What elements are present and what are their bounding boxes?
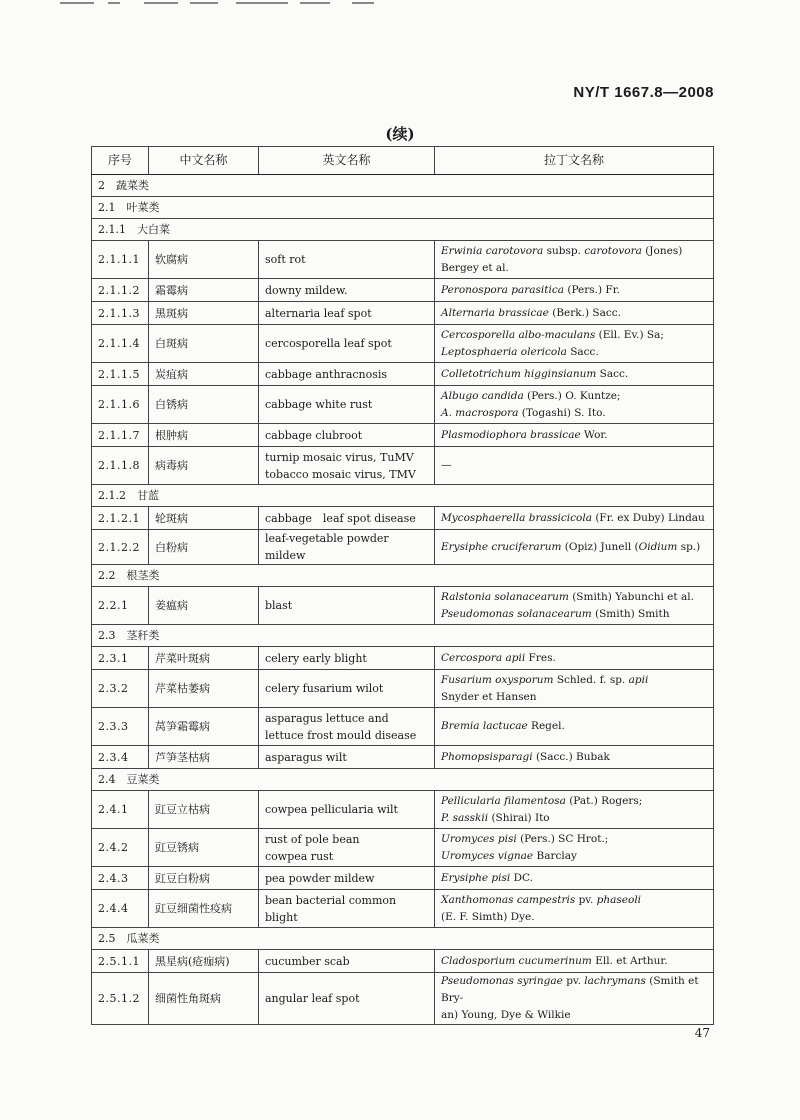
page-number: 47 [694,1026,710,1040]
latin-name-line [441,793,707,810]
latin-segment: (Fr. ex Duby) Lindau [591,511,705,524]
latin-italic-segment: carotovora [584,244,642,257]
latin-name [435,829,714,867]
row-number: 2.3.1 [92,647,149,670]
latin-segment: (Berk.) Sacc. [548,306,621,319]
latin-segment: (Opiz) Junell ( [561,540,639,553]
row-number: 2.1.1.4 [92,325,149,363]
latin-name [435,386,714,424]
latin-name-line [441,953,707,970]
row-number: 2.5.1.1 [92,950,149,973]
latin-segment: (Togashi) S. Ito. [518,406,606,419]
latin-name-line [441,810,707,827]
row-number: 2.1.1.7 [92,424,149,447]
chinese-name: 豇豆立枯病 [149,791,259,829]
chinese-name: 软腐病 [149,241,259,279]
english-name-line: cowpea rust [265,849,334,863]
latin-italic-segment: Ralstonia solanacearum [441,590,569,603]
english-name [259,867,435,890]
chinese-name: 轮斑病 [149,507,259,530]
section-title: 2.5 瓜菜类 [92,928,714,950]
latin-name [435,950,714,973]
latin-segment: (Shirai) Ito [488,811,550,824]
table-row [92,746,714,769]
table-row [92,325,714,363]
english-name-line: asparagus wilt [265,750,347,764]
section-title: 2.1.2 甘蓝 [92,485,714,507]
english-name [259,507,435,530]
latin-name-line [441,892,707,909]
section-title: 2.1.1 大白菜 [92,219,714,241]
latin-segment: Ell. et Arthur. [591,954,668,967]
latin-segment: (Sacc.) Bubak [532,750,610,763]
standard-code: NY/T 1667.8—2008 [573,84,714,101]
row-number: 2.1.1.8 [92,447,149,485]
latin-italic-segment: Pseudomonas syringae [441,975,563,987]
english-name-line: cabbage white rust [265,398,373,411]
table-row [92,708,714,746]
english-name-line: cercosporella leaf spot [265,337,392,350]
latin-italic-segment: lachrymans [584,975,646,987]
english-name [259,829,435,867]
chinese-name: 细菌性角斑病 [149,973,259,1025]
latin-segment: (Pers.) Fr. [564,283,620,296]
english-name-line: celery early blight [265,651,367,665]
section-row [92,928,714,950]
latin-segment: pv. [562,975,585,987]
table-row [92,424,714,447]
english-name-line: tobacco mosaic virus, TMV [265,467,416,481]
english-name-line: angular leaf spot [265,992,360,1005]
latin-name-line [441,749,707,766]
english-name-line: leaf-vegetable powder mildew [265,532,389,562]
section-title: 2.1 叶菜类 [92,197,714,219]
row-number: 2.4.4 [92,890,149,928]
english-name-line: lettuce frost mould disease [265,728,417,742]
latin-segment: (Smith et Bry- [441,975,699,1004]
latin-segment: (Smith) Yabunchi et al. [568,590,694,603]
latin-italic-segment: Cercosporella albo-maculans [441,328,596,341]
english-name [259,447,435,485]
latin-italic-segment: Erwinia carotovora [441,244,544,257]
latin-segment: (Pat.) Rogers; [565,794,643,807]
latin-italic-segment: apii [628,673,649,686]
english-name [259,386,435,424]
latin-name-line [441,1007,707,1024]
latin-name-line [441,909,707,926]
table-row [92,363,714,386]
section-title: 2 蔬菜类 [92,175,714,197]
latin-italic-segment: Cladosporium cucumerinum [441,954,592,967]
english-name-line: cowpea pellicularia wilt [265,803,398,816]
column-header: 拉丁文名称 [435,147,714,175]
section-row [92,485,714,507]
latin-italic-segment: Pseudomonas solanacearum [441,607,592,620]
latin-italic-segment: phaseoli [596,893,642,906]
latin-segment: Bergey et al. [441,261,509,274]
latin-name-line [441,973,707,1007]
latin-segment: (Pers.) O. Kuntze; [523,389,621,402]
latin-italic-segment: A. macrospora [441,406,519,419]
latin-italic-segment: Oidium [638,540,678,553]
latin-name-line [441,243,707,260]
table-row [92,507,714,530]
latin-name-line [441,260,707,277]
column-header: 序号 [92,147,149,175]
table-body [92,175,714,1025]
latin-italic-segment: Cercospora apii [441,651,526,664]
table-row [92,279,714,302]
row-number: 2.3.3 [92,708,149,746]
latin-name [435,279,714,302]
chinese-name: 黑星病(疮痂病) [149,950,259,973]
latin-segment: (Jones) [641,244,683,257]
scan-artifact [60,0,390,6]
latin-name-line [441,539,707,556]
latin-italic-segment: Erysiphe pisi [441,871,511,884]
english-name [259,587,435,625]
english-name-line: cabbage clubroot [265,428,363,442]
latin-italic-segment: Mycosphaerella brassicicola [441,511,592,524]
latin-name-line [441,510,707,527]
latin-segment: Wor. [580,428,608,441]
section-row [92,219,714,241]
latin-name-line [441,344,707,361]
latin-name [435,241,714,279]
english-name-line: cabbage anthracnosis [265,367,388,381]
row-number: 2.3.2 [92,670,149,708]
english-name [259,973,435,1025]
latin-name [435,507,714,530]
english-name-line: bean bacterial common blight [265,893,397,924]
english-name-line: soft rot [265,253,306,266]
chinese-name: 姜瘟病 [149,587,259,625]
section-title: 2.4 豆菜类 [92,769,714,791]
table-row [92,386,714,424]
latin-name-line [441,718,707,735]
latin-name-line [441,589,707,606]
section-row [92,769,714,791]
chinese-name: 根肿病 [149,424,259,447]
latin-italic-segment: Xanthomonas campestris [441,893,576,906]
latin-segment: Schled. f. sp. [553,673,629,686]
chinese-name: 白锈病 [149,386,259,424]
english-name-line: asparagus lettuce and [265,711,389,725]
latin-italic-segment: Phomopsisparagi [441,750,533,763]
chinese-name: 豇豆细菌性疫病 [149,890,259,928]
latin-italic-segment: P. sasskii [441,811,489,824]
row-number: 2.3.4 [92,746,149,769]
latin-name-line [441,457,707,474]
table-row [92,867,714,890]
latin-italic-segment: Fusarium oxysporum [441,673,554,686]
chinese-name: 莴笋霜霉病 [149,708,259,746]
latin-name-line [441,606,707,623]
table-row [92,302,714,325]
latin-italic-segment: Alternaria brassicae [441,306,549,319]
english-name [259,302,435,325]
latin-italic-segment: Uromyces pisi [441,832,517,845]
latin-italic-segment: Erysiphe cruciferarum [441,540,562,553]
latin-segment: subsp. [543,244,585,257]
latin-italic-segment: Peronospora parasitica [441,283,565,296]
latin-segment: DC. [510,871,533,884]
row-number: 2.1.1.1 [92,241,149,279]
latin-segment: (Pers.) SC Hrot.; [516,832,609,845]
english-name [259,363,435,386]
latin-name [435,890,714,928]
chinese-name: 芹菜叶斑病 [149,647,259,670]
latin-italic-segment: Bremia lactucae [441,720,528,732]
english-name [259,890,435,928]
chinese-name: 炭疽病 [149,363,259,386]
english-name [259,424,435,447]
row-number: 2.4.2 [92,829,149,867]
english-name [259,647,435,670]
latin-name [435,791,714,829]
row-number: 2.1.1.5 [92,363,149,386]
chinese-name: 芹菜枯萎病 [149,670,259,708]
latin-name [435,302,714,325]
latin-name [435,325,714,363]
chinese-name: 病毒病 [149,447,259,485]
latin-italic-segment: Colletotrichum higginsianum [441,367,597,380]
row-number: 2.4.3 [92,867,149,890]
table-row [92,587,714,625]
latin-segment: Barclay [533,849,577,862]
disease-table [91,146,714,1025]
english-name-line: cucumber scab [265,954,350,968]
latin-name-line [441,870,707,887]
table-row [92,973,714,1025]
english-name-line: rust of pole bean [265,832,360,846]
row-number: 2.2.1 [92,587,149,625]
table-row [92,890,714,928]
row-number: 2.1.1.2 [92,279,149,302]
latin-segment: (Smith) Smith [591,607,670,620]
row-number: 2.5.1.2 [92,973,149,1025]
english-name [259,279,435,302]
table-row [92,447,714,485]
latin-segment: Regel. [527,720,565,732]
chinese-name: 白粉病 [149,530,259,565]
latin-segment: Sacc. [596,367,629,380]
english-name [259,746,435,769]
table-row [92,670,714,708]
latin-segment: (Ell. Ev.) Sa; [595,328,664,341]
english-name [259,670,435,708]
latin-name [435,447,714,485]
english-name-line: cabbage leaf spot disease [265,511,416,525]
latin-italic-segment: Pellicularia filamentosa [441,794,566,807]
latin-italic-segment: Leptosphaeria olericola [441,345,567,358]
latin-segment: pv. [575,893,597,906]
english-name [259,241,435,279]
english-name-line: blast [265,599,293,612]
latin-name [435,424,714,447]
row-number: 2.1.2.1 [92,507,149,530]
latin-name [435,647,714,670]
latin-name-line [441,282,707,299]
row-number: 2.1.1.3 [92,302,149,325]
chinese-name: 豇豆锈病 [149,829,259,867]
section-row [92,565,714,587]
english-name [259,530,435,565]
english-name-line: alternaria leaf spot [265,306,372,320]
latin-segment: (E. F. Simth) Dye. [441,910,535,923]
latin-segment: Sacc. [566,345,599,358]
latin-name [435,867,714,890]
latin-italic-segment: Plasmodiophora brassicae [441,428,581,441]
latin-segment: Snyder et Hansen [441,690,537,703]
chinese-name: 霜霉病 [149,279,259,302]
latin-italic-segment: Albugo candida [441,389,524,402]
table-header-row [92,147,714,175]
latin-segment: Fres. [525,651,556,664]
continued-label: (续) [385,125,415,143]
table-row [92,530,714,565]
english-name [259,950,435,973]
section-row [92,175,714,197]
english-name [259,325,435,363]
latin-name [435,973,714,1025]
latin-segment: an) Young, Dye & Wilkie [441,1009,571,1021]
chinese-name: 豇豆白粉病 [149,867,259,890]
table-row [92,829,714,867]
latin-name-line [441,848,707,865]
latin-name [435,746,714,769]
table-row [92,647,714,670]
latin-name-line [441,405,707,422]
latin-italic-segment: Uromyces vignae [441,849,534,862]
latin-name [435,708,714,746]
section-row [92,625,714,647]
latin-name [435,530,714,565]
chinese-name: 芦笋茎枯病 [149,746,259,769]
latin-name-line [441,689,707,706]
row-number: 2.4.1 [92,791,149,829]
latin-name-line [441,427,707,444]
english-name-line: downy mildew. [265,283,348,297]
column-header: 英文名称 [259,147,435,175]
latin-name-line [441,831,707,848]
latin-name-line [441,650,707,667]
latin-name-line [441,366,707,383]
english-name-line: celery fusarium wilot [265,682,384,695]
english-name-line: turnip mosaic virus, TuMV [265,450,414,464]
section-title: 2.2 根茎类 [92,565,714,587]
column-header: 中文名称 [149,147,259,175]
chinese-name: 黑斑病 [149,302,259,325]
table-row [92,950,714,973]
latin-name [435,363,714,386]
section-row [92,197,714,219]
latin-segment: — [441,459,452,471]
english-name [259,791,435,829]
row-number: 2.1.1.6 [92,386,149,424]
chinese-name: 白斑病 [149,325,259,363]
latin-name-line [441,672,707,689]
english-name [259,708,435,746]
latin-segment: sp.) [677,540,701,553]
latin-name [435,587,714,625]
row-number: 2.1.2.2 [92,530,149,565]
latin-name [435,670,714,708]
latin-name-line [441,388,707,405]
english-name-line: pea powder mildew [265,871,375,885]
latin-name-line [441,305,707,322]
section-title: 2.3 茎秆类 [92,625,714,647]
latin-name-line [441,327,707,344]
table-row [92,241,714,279]
table-row [92,791,714,829]
